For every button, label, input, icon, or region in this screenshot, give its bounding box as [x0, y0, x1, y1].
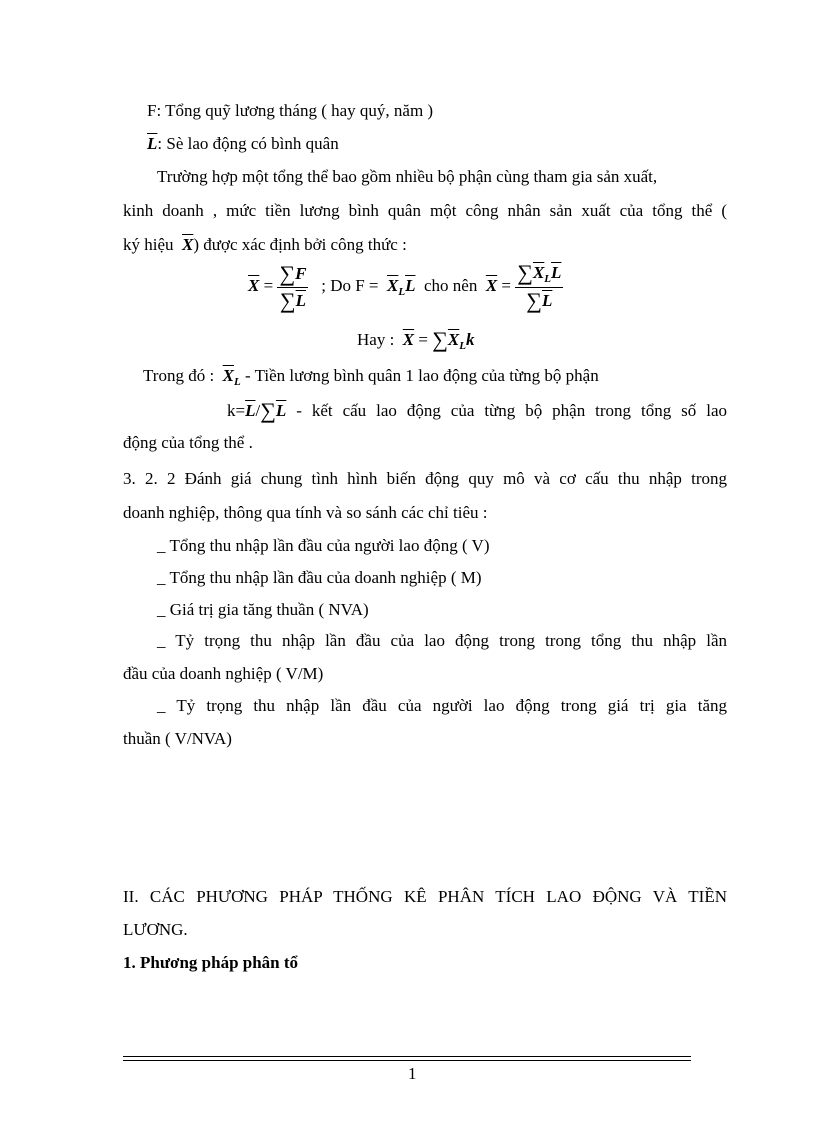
section-heading: II. CÁC PHƯƠNG PHÁP THỐNG KÊ PHÂN TÍCH LAO ĐỘNG VÀ TIỀN	[123, 887, 727, 906]
formula1-cho-nen: cho nên	[423, 275, 478, 295]
paragraph-1-line-2: kinh doanh , mức tiền lương bình quân một công nhân sản xuất của tổng thể (	[123, 201, 727, 220]
list-item: _ Tỷ trọng thu nhập lần đầu của lao động trong trong tổng thu nhập lần	[157, 631, 727, 650]
list-item: _ Tổng thu nhập lần đầu của người lao động ( V)	[157, 536, 490, 555]
kyhieu-text: ký hiệu	[123, 235, 174, 254]
formula1-den-l: $\overline{L}$	[295, 290, 306, 310]
trong-do-desc: - Tiền lương bình quân 1 lao động của từng bộ phận	[245, 366, 599, 385]
sigma-symbol: ∑	[279, 287, 296, 313]
k-definition-cont: động của tổng thể .	[123, 433, 253, 452]
formula1-fraction-xl-l	[515, 262, 563, 312]
symbol-x-bar: $\overline{X}$	[182, 235, 194, 254]
formula2-x: $\overline{X}$	[402, 330, 415, 349]
formula1-lhs-x: $\overline{X}$	[248, 275, 260, 295]
formula1-fraction-f-over-l	[277, 260, 308, 313]
trong-do-x-sub: L	[234, 376, 241, 388]
k-definition-line	[227, 400, 727, 422]
formula1-l: $\overline{L}$	[405, 275, 416, 295]
definition-f: F: Tổng quỹ lương tháng ( hay quý, năm )	[147, 101, 434, 120]
formula1-rhs-x: $\overline{X}$	[485, 275, 498, 295]
frac-num-l: $\overline{L}$	[551, 263, 562, 282]
sigma-symbol: ∑	[517, 260, 533, 285]
k-l-sum: $\overline{L}$	[275, 401, 287, 420]
sigma-symbol: ∑	[432, 327, 448, 352]
footer-rule	[123, 1056, 691, 1057]
formula2-xl: $\overline{X}$	[447, 330, 460, 349]
sigma-symbol: ∑	[526, 288, 542, 313]
formula2-hay: Hay :	[357, 330, 395, 349]
list-item: _ Tổng thu nhập lần đầu của doanh nghiệp ( M)	[157, 568, 482, 587]
list-item: _ Tỷ trọng thu nhập lần đầu của người lao động trong giá trị gia tăng	[157, 696, 727, 715]
formula-mean-wage	[248, 262, 563, 312]
formula1-num-f: F	[295, 263, 307, 283]
frac-den-l: $\overline{L}$	[541, 291, 553, 310]
list-item: _ Giá trị gia tăng thuần ( NVA)	[157, 600, 369, 619]
formula1-x-sub: L	[398, 285, 406, 298]
paragraph-1-line-1: Trường hợp một tổng thể bao gồm nhiều bộ phận cùng tham gia sản xuất,	[157, 167, 658, 186]
subsection-heading: 1. Phương pháp phân tổ	[123, 953, 299, 972]
footer-rule	[123, 1060, 691, 1061]
formula1-do-text: ; Do F =	[321, 275, 379, 295]
k-l: $\overline{L}$	[245, 401, 256, 420]
list-item-cont: thuần ( V/NVA)	[123, 729, 232, 748]
k-eq: k=	[227, 401, 246, 420]
frac-num-x-sub: L	[544, 273, 552, 285]
formula1-eq-2: =	[501, 275, 512, 295]
sigma-symbol: ∑	[260, 398, 276, 423]
section-322-line-1: 3. 2. 2 Đánh giá chung tình hình biến động quy mô và cơ cấu thu nhập trong	[123, 469, 727, 488]
symbol-l-bar: $\overline{L}$	[147, 134, 158, 153]
page-number: 1	[408, 1064, 417, 1083]
formula2-xl-sub: L	[459, 340, 466, 352]
definition-l	[147, 135, 339, 152]
formula2-eq: =	[418, 330, 428, 349]
frac-num-x: $\overline{X}$	[532, 263, 545, 282]
k-slash: /	[255, 401, 261, 420]
kyhieu-rest: ) được xác định bởi công thức :	[193, 235, 407, 254]
formula1-eq: =	[263, 275, 274, 295]
k-desc: - kết cấu lao động của từng bộ phận trong tổng số lao	[296, 401, 727, 420]
paragraph-1-line-3	[123, 236, 407, 253]
list-item-cont: đầu của doanh nghiệp ( V/M)	[123, 664, 324, 683]
trong-do-x: $\overline{X}$	[222, 366, 235, 385]
formula-hay	[357, 329, 475, 352]
trong-do-line	[143, 367, 599, 388]
formula2-k: k	[466, 330, 475, 349]
sigma-symbol: ∑	[279, 260, 296, 286]
formula1-x: $\overline{X}$	[387, 275, 399, 295]
definition-l-text: : Sè lao động có bình quân	[157, 134, 339, 153]
trong-do-label: Trong đó :	[143, 366, 215, 385]
section-heading-cont: LƯƠNG.	[123, 920, 188, 939]
section-322-line-2: doanh nghiệp, thông qua tính và so sánh các chỉ tiêu :	[123, 503, 488, 522]
